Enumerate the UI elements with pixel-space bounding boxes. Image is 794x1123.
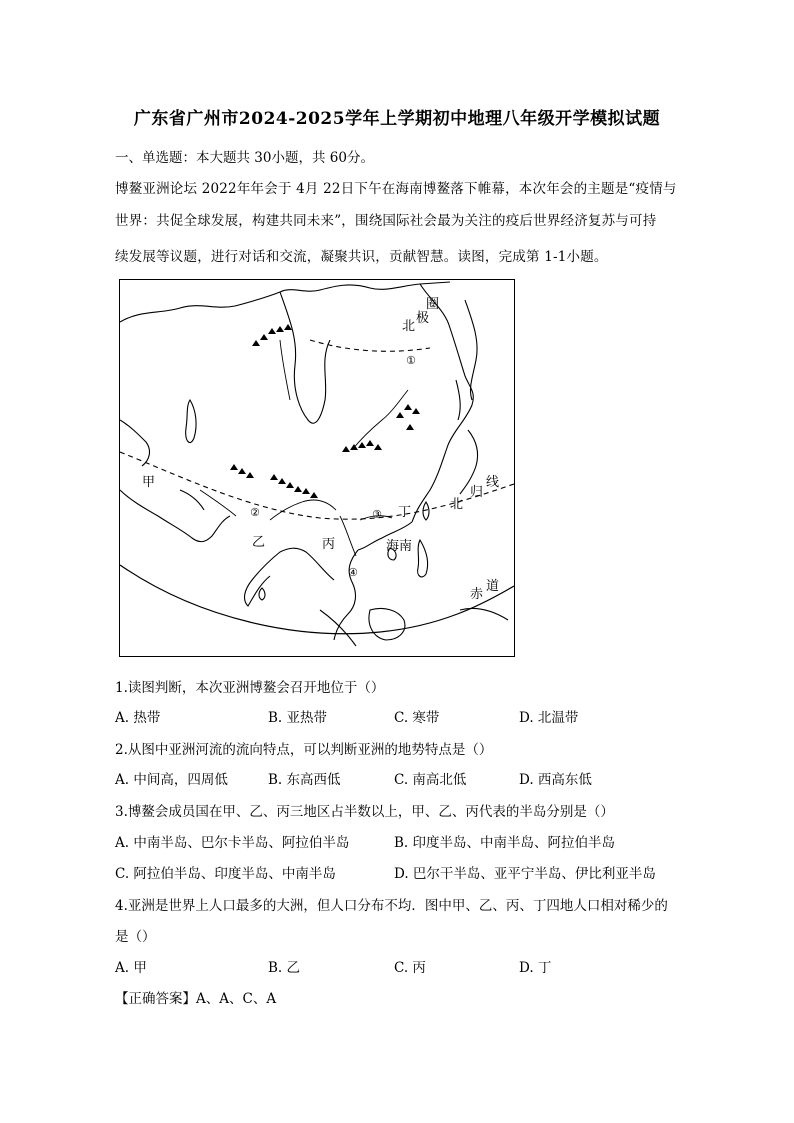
q4-option-b[interactable]: B. 乙: [268, 960, 301, 976]
caspian-sea: [186, 400, 196, 443]
asia-map: [119, 279, 515, 657]
indochina: [334, 550, 358, 640]
q2-option-c[interactable]: C. 南高北低: [394, 772, 467, 788]
answer-key: 【正确答案】A、A、C、A: [115, 991, 277, 1007]
question-4-line-2: 是（）: [115, 929, 156, 945]
label-jia: 甲: [142, 475, 156, 490]
india-coast: [245, 548, 334, 606]
section-heading: 一、单选题：本大题共 30小题，共 60分。: [115, 150, 374, 166]
equator: [120, 565, 514, 634]
label-yi: 乙: [252, 535, 266, 550]
mediterranean: [120, 420, 149, 466]
sakhalin: [456, 380, 460, 420]
question-1: 1.读图判断，本次亚洲博鳌会召开地位于（）: [115, 680, 385, 696]
passage-line-3: 续发展等议题，进行对话和交流，凝聚共识，贡献智慧。读图，完成第 1-1小题。: [115, 249, 608, 265]
persian-gulf: [180, 490, 204, 510]
q4-option-c[interactable]: C. 丙: [394, 960, 426, 976]
north-coast: [120, 282, 450, 322]
q4-option-a[interactable]: A. 甲: [115, 960, 147, 976]
label-ding: 丁: [398, 505, 412, 520]
asia-map-drawing: [120, 280, 514, 656]
q2-option-d[interactable]: D. 西高东低: [519, 772, 592, 788]
river-3: [340, 516, 356, 556]
marker-2: ②: [250, 506, 260, 519]
q3-option-d[interactable]: D. 巴尔干半岛、亚平宁半岛、伊比利亚半岛: [394, 866, 656, 882]
q1-option-d[interactable]: D. 北温带: [519, 710, 579, 726]
label-arctic-3: 北: [402, 319, 416, 334]
marker-1: ①: [406, 354, 416, 367]
river-6: [280, 340, 290, 400]
question-4-line-1: 4.亚洲是世界上人口最多的大洲，但人口分布不均．图中甲、乙、丙、丁四地人口相对稀少的: [115, 898, 668, 914]
river-1: [352, 390, 408, 450]
label-arctic-2: 极: [416, 311, 430, 326]
q3-option-b[interactable]: B. 印度半岛、中南半岛、阿拉伯半岛: [394, 835, 616, 851]
label-arctic-1: 圈: [426, 297, 440, 312]
question-3: 3.博鳌会成员国在甲、乙、丙三地区占半数以上，甲、乙、丙代表的半岛分别是（）: [115, 804, 614, 820]
label-tropic-1: 线: [486, 475, 500, 490]
passage-line-2: 世界：共促全球发展，构建共同未来”，围绕国际社会最为关注的疫后世界经济复苏与可持: [115, 213, 657, 229]
philippines: [418, 540, 428, 577]
q2-option-b[interactable]: B. 东高西低: [268, 772, 341, 788]
label-tropic-2: 归: [470, 485, 484, 500]
page-title: 广东省广州市2024-2025学年上学期初中地理八年级开学模拟试题: [133, 109, 661, 129]
label-hainan: 海南: [386, 539, 413, 554]
label-equator-1: 道: [486, 579, 500, 594]
arabia-coast: [120, 490, 230, 542]
river-5: [200, 490, 236, 516]
label-tropic-3: 北: [450, 497, 464, 512]
sri-lanka: [259, 588, 265, 600]
passage-line-1: 博鳌亚洲论坛 2022年年会于 4月 22日下午在海南博鳌落下帷幕，本次年会的主题是“疫情与: [115, 181, 677, 197]
marker-4: ④: [348, 566, 358, 579]
q4-option-d[interactable]: D. 丁: [519, 960, 552, 976]
river-2: [270, 500, 336, 520]
label-equator-2: 赤: [470, 587, 484, 602]
q2-option-a[interactable]: A. 中间高，四周低: [115, 772, 228, 788]
q3-option-c[interactable]: C. 阿拉伯半岛、印度半岛、中南半岛: [115, 866, 336, 882]
q1-option-a[interactable]: A. 热带: [115, 710, 161, 726]
borneo: [369, 608, 405, 640]
question-2: 2.从图中亚洲河流的流向特点，可以判断亚洲的地势特点是（）: [115, 742, 493, 758]
q3-option-a[interactable]: A. 中南半岛、巴尔卡半岛、阿拉伯半岛: [115, 835, 350, 851]
q1-option-c[interactable]: C. 寒带: [394, 710, 440, 726]
marker-3: ③: [372, 508, 382, 521]
q1-option-b[interactable]: B. 亚热带: [268, 710, 328, 726]
label-bing: 丙: [322, 537, 336, 552]
taymyr-coast: [280, 292, 330, 423]
kamchatka: [465, 300, 477, 400]
